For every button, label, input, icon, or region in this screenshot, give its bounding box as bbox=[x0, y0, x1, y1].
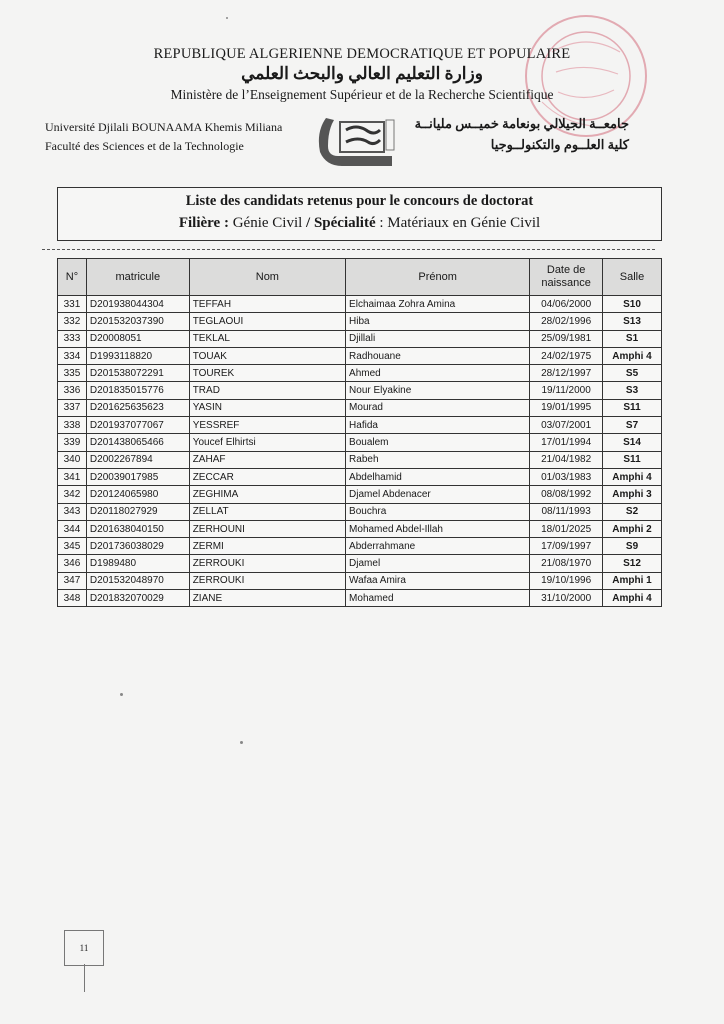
cell-num: 344 bbox=[58, 520, 87, 537]
ministry-french: Ministère de l’Enseignement Supérieur et de la Recherche Scientifique bbox=[170, 87, 554, 102]
scan-speck bbox=[226, 17, 228, 19]
col-header-salle: Salle bbox=[603, 259, 662, 296]
cell-date: 24/02/1975 bbox=[530, 347, 603, 364]
table-row bbox=[58, 538, 662, 555]
cell-date: 28/12/1997 bbox=[530, 365, 603, 382]
table-row bbox=[58, 572, 662, 589]
cell-date: 01/03/1983 bbox=[530, 468, 603, 485]
cell-salle: Amphi 3 bbox=[603, 486, 662, 503]
cell-matricule: D1989480 bbox=[86, 555, 189, 572]
cell-num: 342 bbox=[58, 486, 87, 503]
cell-date: 17/09/1997 bbox=[530, 538, 603, 555]
cell-matricule: D201438065466 bbox=[86, 434, 189, 451]
cell-prenom: Hiba bbox=[346, 313, 530, 330]
list-title-box bbox=[57, 187, 662, 241]
cell-prenom: Djillali bbox=[346, 330, 530, 347]
cell-date: 31/10/2000 bbox=[530, 590, 603, 607]
cell-salle: Amphi 4 bbox=[603, 468, 662, 485]
cell-date: 03/07/2001 bbox=[530, 417, 603, 434]
cell-nom: TEGLAOUI bbox=[189, 313, 345, 330]
cell-date: 28/02/1996 bbox=[530, 313, 603, 330]
cell-matricule: D201832070029 bbox=[86, 590, 189, 607]
table-body bbox=[58, 296, 662, 607]
cell-matricule: D201532037390 bbox=[86, 313, 189, 330]
cell-matricule: D20118027929 bbox=[86, 503, 189, 520]
table-row bbox=[58, 434, 662, 451]
cell-matricule: D2002267894 bbox=[86, 451, 189, 468]
cell-date: 19/01/1995 bbox=[530, 399, 603, 416]
cell-matricule: D201736038029 bbox=[86, 538, 189, 555]
cell-date: 19/11/2000 bbox=[530, 382, 603, 399]
cell-prenom: Djamel Abdenacer bbox=[346, 486, 530, 503]
candidates-table bbox=[57, 258, 662, 607]
table-row bbox=[58, 399, 662, 416]
cell-nom: TOUREK bbox=[189, 365, 345, 382]
cell-nom: ZERROUKI bbox=[189, 555, 345, 572]
table-row bbox=[58, 468, 662, 485]
filiere-label: Filière : bbox=[178, 215, 229, 231]
table-row bbox=[58, 347, 662, 364]
cell-prenom: Bouchra bbox=[346, 503, 530, 520]
cell-salle: S14 bbox=[603, 434, 662, 451]
cell-salle: S12 bbox=[603, 555, 662, 572]
cell-date: 21/08/1970 bbox=[530, 555, 603, 572]
page-number-tail bbox=[84, 964, 85, 992]
cell-prenom: Radhouane bbox=[346, 347, 530, 364]
cell-prenom: Hafida bbox=[346, 417, 530, 434]
cell-num: 334 bbox=[58, 347, 87, 364]
republic-heading: REPUBLIQUE ALGERIENNE DEMOCRATIQUE ET POPULAIRE bbox=[153, 46, 571, 62]
cell-num: 346 bbox=[58, 555, 87, 572]
cell-prenom: Rabeh bbox=[346, 451, 530, 468]
table-row bbox=[58, 365, 662, 382]
table-row bbox=[58, 296, 662, 313]
cell-nom: Youcef Elhirtsi bbox=[189, 434, 345, 451]
cell-nom: TRAD bbox=[189, 382, 345, 399]
cell-nom: ZEGHIMA bbox=[189, 486, 345, 503]
cell-nom: ZECCAR bbox=[189, 468, 345, 485]
cell-matricule: D20124065980 bbox=[86, 486, 189, 503]
col-header-prenom: Prénom bbox=[346, 259, 530, 296]
cell-nom: YESSREF bbox=[189, 417, 345, 434]
cell-salle: S11 bbox=[603, 451, 662, 468]
university-name-ar: جامعــة الجيلالي بونعامة خميــس مليانــة bbox=[414, 116, 629, 131]
cell-salle: S5 bbox=[603, 365, 662, 382]
cell-num: 340 bbox=[58, 451, 87, 468]
cell-salle: S9 bbox=[603, 538, 662, 555]
table-header-row bbox=[58, 259, 662, 296]
table-row bbox=[58, 313, 662, 330]
cell-nom: ZERHOUNI bbox=[189, 520, 345, 537]
cell-matricule: D201638040150 bbox=[86, 520, 189, 537]
cell-num: 339 bbox=[58, 434, 87, 451]
dashed-divider bbox=[42, 249, 655, 250]
cell-nom: ZIANE bbox=[189, 590, 345, 607]
cell-nom: TOUAK bbox=[189, 347, 345, 364]
cell-num: 347 bbox=[58, 572, 87, 589]
cell-num: 336 bbox=[58, 382, 87, 399]
date-header-line1: Date de bbox=[546, 264, 586, 276]
cell-date: 21/04/1982 bbox=[530, 451, 603, 468]
cell-date: 25/09/1981 bbox=[530, 330, 603, 347]
cell-matricule: D201538072291 bbox=[86, 365, 189, 382]
col-header-nom: Nom bbox=[189, 259, 345, 296]
cell-date: 17/01/1994 bbox=[530, 434, 603, 451]
cell-num: 333 bbox=[58, 330, 87, 347]
cell-date: 18/01/2025 bbox=[530, 520, 603, 537]
cell-salle: S7 bbox=[603, 417, 662, 434]
table-row bbox=[58, 382, 662, 399]
cell-num: 348 bbox=[58, 590, 87, 607]
cell-nom: ZERMI bbox=[189, 538, 345, 555]
specialite-value: : Matériaux en Génie Civil bbox=[379, 215, 541, 231]
list-subtitle bbox=[58, 215, 661, 232]
scan-speck bbox=[240, 741, 243, 744]
cell-matricule: D201532048970 bbox=[86, 572, 189, 589]
cell-salle: S13 bbox=[603, 313, 662, 330]
cell-salle: S10 bbox=[603, 296, 662, 313]
cell-nom: ZELLAT bbox=[189, 503, 345, 520]
cell-num: 331 bbox=[58, 296, 87, 313]
cell-nom: TEKLAL bbox=[189, 330, 345, 347]
cell-matricule: D201937077067 bbox=[86, 417, 189, 434]
table-row bbox=[58, 330, 662, 347]
cell-salle: Amphi 4 bbox=[603, 347, 662, 364]
cell-salle: S2 bbox=[603, 503, 662, 520]
table-row bbox=[58, 590, 662, 607]
cell-date: 04/06/2000 bbox=[530, 296, 603, 313]
cell-salle: Amphi 1 bbox=[603, 572, 662, 589]
list-title: Liste des candidats retenus pour le concours de doctorat bbox=[185, 193, 534, 209]
date-header-line2: naissance bbox=[541, 277, 591, 289]
faculty-name-ar: كلية العلــوم والتكنولــوجيا bbox=[490, 137, 629, 152]
cell-nom: ZERROUKI bbox=[189, 572, 345, 589]
cell-matricule: D20008051 bbox=[86, 330, 189, 347]
cell-salle: Amphi 2 bbox=[603, 520, 662, 537]
cell-num: 341 bbox=[58, 468, 87, 485]
filiere-value: Génie Civil bbox=[232, 215, 303, 231]
table-row bbox=[58, 520, 662, 537]
cell-nom: TEFFAH bbox=[189, 296, 345, 313]
cell-prenom: Abdelhamid bbox=[346, 468, 530, 485]
cell-num: 345 bbox=[58, 538, 87, 555]
cell-matricule: D201625635623 bbox=[86, 399, 189, 416]
cell-salle: S3 bbox=[603, 382, 662, 399]
cell-nom: ZAHAF bbox=[189, 451, 345, 468]
cell-salle: S11 bbox=[603, 399, 662, 416]
cell-salle: Amphi 4 bbox=[603, 590, 662, 607]
cell-num: 335 bbox=[58, 365, 87, 382]
cell-prenom: Elchaimaa Zohra Amina bbox=[346, 296, 530, 313]
cell-matricule: D20039017985 bbox=[86, 468, 189, 485]
cell-num: 338 bbox=[58, 417, 87, 434]
table-row bbox=[58, 451, 662, 468]
col-header-matricule: matricule bbox=[86, 259, 189, 296]
faculty-name-fr: Faculté des Sciences et de la Technologie bbox=[45, 139, 244, 153]
page-number: 11 bbox=[64, 930, 104, 966]
cell-prenom: Ahmed bbox=[346, 365, 530, 382]
cell-date: 08/08/1992 bbox=[530, 486, 603, 503]
cell-prenom: Abderrahmane bbox=[346, 538, 530, 555]
cell-matricule: D201835015776 bbox=[86, 382, 189, 399]
cell-date: 08/11/1993 bbox=[530, 503, 603, 520]
cell-date: 19/10/1996 bbox=[530, 572, 603, 589]
cell-num: 332 bbox=[58, 313, 87, 330]
university-name-fr: Université Djilali BOUNAAMA Khemis Miliana bbox=[45, 120, 283, 134]
cell-nom: YASIN bbox=[189, 399, 345, 416]
table-row bbox=[58, 417, 662, 434]
cell-prenom: Mohamed bbox=[346, 590, 530, 607]
ministry-arabic: وزارة التعليم العالي والبحث العلمي bbox=[241, 64, 483, 83]
cell-num: 337 bbox=[58, 399, 87, 416]
separator: / bbox=[302, 215, 314, 231]
col-header-date bbox=[530, 259, 603, 296]
cell-prenom: Mohamed Abdel-Illah bbox=[346, 520, 530, 537]
cell-matricule: D1993118820 bbox=[86, 347, 189, 364]
table-row bbox=[58, 555, 662, 572]
cell-prenom: Nour Elyakine bbox=[346, 382, 530, 399]
table-row bbox=[58, 503, 662, 520]
cell-num: 343 bbox=[58, 503, 87, 520]
cell-prenom: Wafaa Amira bbox=[346, 572, 530, 589]
col-header-num: N° bbox=[58, 259, 87, 296]
cell-prenom: Mourad bbox=[346, 399, 530, 416]
scan-speck bbox=[120, 693, 123, 696]
cell-salle: S1 bbox=[603, 330, 662, 347]
specialite-label: Spécialité bbox=[313, 215, 376, 231]
table-row bbox=[58, 486, 662, 503]
cell-prenom: Boualem bbox=[346, 434, 530, 451]
university-logo-icon bbox=[312, 112, 406, 170]
cell-prenom: Djamel bbox=[346, 555, 530, 572]
cell-matricule: D201938044304 bbox=[86, 296, 189, 313]
